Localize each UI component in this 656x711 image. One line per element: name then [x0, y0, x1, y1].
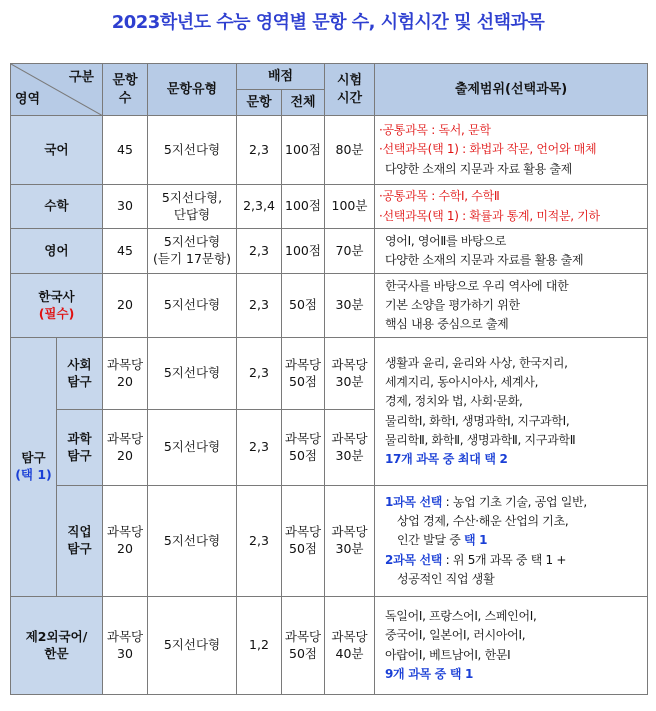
row-math: [11, 185, 648, 229]
type-cell: 5지선다형: [148, 486, 237, 597]
score-item-cell: 2,3: [237, 229, 282, 274]
range-cell-inquiry: 생활과 윤리, 윤리와 사상, 한국지리, 세계지리, 동아시아사, 세계사, 경제, 정치와 법, 사회·문화, 물리학Ⅰ, 화학Ⅰ, 생명과학Ⅰ, 지구과학Ⅰ, 물리학Ⅱ, 화학Ⅱ, 생명과학Ⅱ, 지구과학Ⅱ 17개 과목 중 최대 택 2: [375, 338, 648, 486]
type-cell: 5지선다형, 단답형: [148, 185, 237, 229]
range-cell: 독일어Ⅰ, 프랑스어Ⅰ, 스페인어Ⅰ, 중국어Ⅰ, 일본어Ⅰ, 러시아어Ⅰ, 아랍어Ⅰ, 베트남어Ⅰ, 한문Ⅰ 9개 과목 중 택 1: [375, 597, 648, 695]
row-foreign: [11, 597, 648, 695]
time-cell: 과목당 30분: [325, 410, 375, 486]
count-cell: 45: [103, 116, 148, 185]
exam-table: [10, 63, 648, 695]
page-title: 2023학년도 수능 영역별 문항 수, 시험시간 및 선택과목: [111, 12, 545, 33]
count-cell: 45: [103, 229, 148, 274]
score-item-cell: 2,3: [237, 410, 282, 486]
count-cell: 과목당 30: [103, 597, 148, 695]
subject-history: 한국사 (필수): [11, 274, 103, 338]
header-score-total: 전체: [282, 90, 325, 116]
count-cell: 과목당 20: [103, 486, 148, 597]
score-total-cell: 과목당 50점: [282, 597, 325, 695]
row-inquiry-social: [11, 338, 648, 410]
time-cell: 30분: [325, 274, 375, 338]
time-cell: 과목당 30분: [325, 486, 375, 597]
subject-foreign: 제2외국어/ 한문: [11, 597, 103, 695]
time-cell: 과목당 30분: [325, 338, 375, 410]
range-cell: 영어Ⅰ, 영어Ⅱ를 바탕으로 다양한 소재의 지문과 자료를 활용 출제: [375, 229, 648, 274]
time-cell: 100분: [325, 185, 375, 229]
range-cell: 한국사를 바탕으로 우리 역사에 대한 기본 소양을 평가하기 위한 핵심 내용 중심으로 출제: [375, 274, 648, 338]
type-cell: 5지선다형 (듣기 17문항): [148, 229, 237, 274]
header-corner-cell: [11, 64, 103, 116]
subject-korean: 국어: [11, 116, 103, 185]
header-time: 시험 시간: [325, 64, 375, 116]
header-yeongyeok: 영역: [15, 92, 41, 108]
score-total-cell: 100점: [282, 229, 325, 274]
header-score: 배점: [237, 64, 325, 90]
subject-science: 과학 탐구: [57, 410, 103, 486]
score-total-cell: 과목당 50점: [282, 338, 325, 410]
score-item-cell: 2,3: [237, 274, 282, 338]
range-cell: ·공통과목 : 독서, 문학 ·선택과목(택 1) : 화법과 작문, 언어와 매체 다양한 소재의 지문과 자료 활용 출제: [375, 116, 648, 185]
score-total-cell: 50점: [282, 274, 325, 338]
score-item-cell: 2,3,4: [237, 185, 282, 229]
subject-vocational: 직업 탐구: [57, 486, 103, 597]
header-gubun: 구분: [68, 70, 94, 85]
count-cell: 과목당 20: [103, 410, 148, 486]
time-cell: 70분: [325, 229, 375, 274]
required-badge: (필수): [38, 305, 75, 321]
subject-inquiry: 탐구 (택 1): [11, 338, 57, 597]
count-cell: 과목당 20: [103, 338, 148, 410]
range-cell-vocational: 1과목 선택 : 농업 기초 기술, 공업 일반, 상업 경제, 수산·해운 산업의 기초, 인간 발달 중 택 1 2과목 선택 : 위 5개 과목 중 택 1 + 성공적인 직업 생활: [375, 486, 648, 597]
count-cell: 30: [103, 185, 148, 229]
row-korean: [11, 116, 648, 185]
score-item-cell: 2,3: [237, 116, 282, 185]
time-cell: 과목당 40분: [325, 597, 375, 695]
score-item-cell: 1,2: [237, 597, 282, 695]
subject-english: 영어: [11, 229, 103, 274]
type-cell: 5지선다형: [148, 338, 237, 410]
score-total-cell: 100점: [282, 185, 325, 229]
score-item-cell: 2,3: [237, 486, 282, 597]
header-count: 문항 수: [103, 64, 148, 116]
score-item-cell: 2,3: [237, 338, 282, 410]
score-total-cell: 과목당 50점: [282, 486, 325, 597]
row-inquiry-vocational: [11, 486, 648, 597]
type-cell: 5지선다형: [148, 116, 237, 185]
type-cell: 5지선다형: [148, 274, 237, 338]
header-type: 문항유형: [148, 64, 237, 116]
range-cell: ·공통과목 : 수학Ⅰ, 수학Ⅱ ·선택과목(택 1) : 확률과 통계, 미적분, 기하: [375, 185, 648, 229]
subject-math: 수학: [11, 185, 103, 229]
header-score-item: 문항: [237, 90, 282, 116]
row-english: [11, 229, 648, 274]
count-cell: 20: [103, 274, 148, 338]
type-cell: 5지선다형: [148, 597, 237, 695]
subject-social: 사회 탐구: [57, 338, 103, 410]
time-cell: 80분: [325, 116, 375, 185]
score-total-cell: 100점: [282, 116, 325, 185]
header-range: 출제범위(선택과목): [375, 64, 648, 116]
type-cell: 5지선다형: [148, 410, 237, 486]
row-history: [11, 274, 648, 338]
score-total-cell: 과목당 50점: [282, 410, 325, 486]
